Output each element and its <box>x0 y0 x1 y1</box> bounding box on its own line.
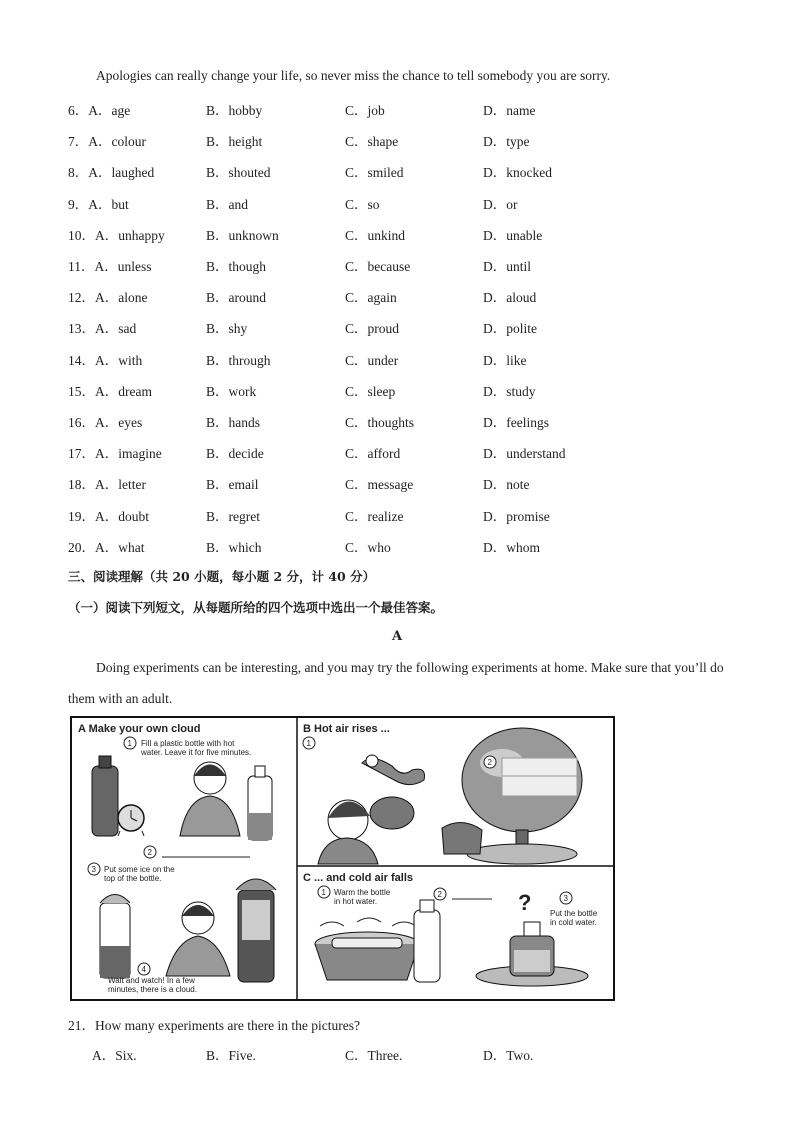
question-row <box>68 286 728 306</box>
option-c[interactable]: C．job <box>345 103 385 118</box>
option-b[interactable]: B．around <box>206 290 266 306</box>
option-b[interactable]: B．shouted <box>206 165 271 181</box>
option-a[interactable]: 7．A．colour <box>68 134 146 150</box>
option-b[interactable]: B．work <box>206 383 257 399</box>
a-step4-text-1: Wait and watch! In a few <box>108 976 195 985</box>
option-a[interactable]: 8．A．laughed <box>68 165 155 181</box>
option-a[interactable]: 19．A．doubt <box>68 508 149 524</box>
q21-option-b[interactable]: B．Five. <box>206 1048 256 1063</box>
question-row <box>68 380 728 400</box>
option-d[interactable]: D．feelings <box>483 415 549 430</box>
option-b[interactable]: B．and <box>206 196 248 212</box>
question-row <box>68 536 728 556</box>
option-d[interactable]: D．aloud <box>483 290 537 306</box>
c-step3-text-2: in cold water. <box>550 918 597 927</box>
option-d[interactable]: D．note <box>483 477 530 493</box>
b-step1-num: 1 <box>306 739 311 748</box>
option-b[interactable]: B．though <box>206 259 267 274</box>
option-b[interactable]: B．height <box>206 134 263 150</box>
c-step3-num: 3 <box>563 894 568 903</box>
question-row <box>68 161 728 181</box>
option-a[interactable]: 12．A．alone <box>68 290 148 306</box>
panel-c-title: C ... and cold air falls <box>303 872 414 884</box>
option-d[interactable]: D．understand <box>483 446 566 462</box>
option-c[interactable]: C．afford <box>345 446 401 462</box>
clock-drawing <box>118 805 144 836</box>
option-c[interactable]: C．again <box>345 290 397 306</box>
question-row <box>68 99 728 119</box>
option-b[interactable]: B．which <box>206 539 262 555</box>
option-d[interactable]: D．whom <box>483 539 540 555</box>
experiment-illustration <box>72 718 613 999</box>
option-c[interactable]: C．shape <box>345 134 399 150</box>
option-a[interactable]: 6．A．age <box>68 103 131 118</box>
option-c[interactable]: C．because <box>345 259 411 274</box>
option-b[interactable]: B．email <box>206 477 259 493</box>
option-b[interactable]: B．hobby <box>206 103 263 118</box>
option-a[interactable]: 13．A．sad <box>68 321 137 337</box>
option-d[interactable]: D．or <box>483 196 518 212</box>
c-step1-num: 1 <box>321 888 326 897</box>
option-d[interactable]: D．study <box>483 383 536 399</box>
option-b[interactable]: B．regret <box>206 508 260 524</box>
q21-option-d[interactable]: D．Two. <box>483 1048 534 1063</box>
question-row <box>68 349 728 369</box>
option-b[interactable]: B．through <box>206 352 271 368</box>
option-c[interactable]: C．thoughts <box>345 415 415 430</box>
option-c[interactable]: C．under <box>345 352 399 368</box>
option-a[interactable]: 11．A．unless <box>68 259 152 274</box>
plastic-bottle-drawing <box>92 756 118 836</box>
a-step3-text-2: top of the bottle. <box>104 874 162 883</box>
option-c[interactable]: C．proud <box>345 321 399 337</box>
option-a[interactable]: 10．A．unhappy <box>68 227 165 243</box>
option-a[interactable]: 20．A．what <box>68 539 145 555</box>
option-b[interactable]: B．shy <box>206 321 248 337</box>
passage-text: Doing experiments can be interesting, and you may try the following experiments at home. Make sure that you’ll do them with an adult. <box>68 660 724 706</box>
b-step2-num: 2 <box>487 758 492 767</box>
option-c[interactable]: C．smiled <box>345 165 404 181</box>
option-c[interactable]: C．message <box>345 477 414 493</box>
option-d[interactable]: D．polite <box>483 321 537 337</box>
heated-balloon-drawing <box>442 728 582 864</box>
option-d[interactable]: D．type <box>483 134 530 150</box>
girl-pouring-drawing <box>180 762 240 836</box>
question-row <box>68 224 728 244</box>
option-a[interactable]: 16．A．eyes <box>68 415 143 430</box>
option-b[interactable]: B．hands <box>206 415 260 430</box>
c-step1-text-1: Warm the bottle <box>334 888 391 897</box>
question-row <box>68 130 728 150</box>
a-step1-text-2: water. Leave it for five minutes. <box>141 748 252 757</box>
balloon-blowing-drawing <box>318 755 425 864</box>
experiment-figure <box>70 716 615 1001</box>
option-d[interactable]: D．name <box>483 103 536 118</box>
a-step1-num: 1 <box>127 739 132 748</box>
panel-b-title: B Hot air rises ... <box>303 723 390 735</box>
c-step3-text-1: Put the bottle <box>550 909 598 918</box>
question-row <box>68 411 728 431</box>
option-d[interactable]: D．until <box>483 259 532 274</box>
option-c[interactable]: C．who <box>345 539 391 555</box>
question-row <box>68 505 728 525</box>
q21-stem: 21．How many experiments are there in the pictures? <box>68 1018 361 1033</box>
question-row <box>68 255 728 275</box>
q21-option-c[interactable]: C．Three. <box>345 1048 403 1063</box>
a-step3-text-1: Put some ice on the <box>104 865 175 874</box>
option-b[interactable]: B．decide <box>206 446 264 462</box>
intro-sentence: Apologies can really change your life, so never miss the chance to tell somebody you are sorry. <box>96 68 611 83</box>
panel-a-title: A Make your own cloud <box>78 723 201 735</box>
a-step4-text-2: minutes, there is a cloud. <box>108 985 197 994</box>
option-d[interactable]: D．promise <box>483 508 550 524</box>
a-step2-num: 2 <box>147 848 152 857</box>
question-row <box>68 317 728 337</box>
option-c[interactable]: C．unkind <box>345 227 406 243</box>
a-step1-text-1: Fill a plastic bottle with hot <box>141 739 235 748</box>
option-a[interactable]: 9．A．but <box>68 196 129 212</box>
section-title: 三、阅读理解（共 20 小题，每小题 2 分，计 40 分） <box>68 569 376 584</box>
passage-label: A <box>392 629 403 644</box>
hot-water-bowl-drawing <box>315 918 419 980</box>
cloud-bottle-drawing <box>236 879 276 982</box>
girl-watching-drawing <box>166 902 230 976</box>
c-step1-text-2: in hot water. <box>334 897 378 906</box>
option-a[interactable]: 15．A．dream <box>68 383 152 399</box>
option-d[interactable]: D．like <box>483 352 527 368</box>
option-c[interactable]: C．so <box>345 196 380 212</box>
warm-bottle-drawing <box>414 900 440 982</box>
a-step3-num: 3 <box>91 865 96 874</box>
half-filled-bottle-drawing <box>248 766 272 840</box>
q21-option-a[interactable]: A．Six. <box>92 1048 137 1063</box>
a-step4-num: 4 <box>141 965 146 974</box>
option-c[interactable]: C．sleep <box>345 383 396 399</box>
option-b[interactable]: B．unknown <box>206 227 279 243</box>
ice-bottle-drawing <box>100 895 130 979</box>
option-a[interactable]: 18．A．letter <box>68 477 146 493</box>
cold-water-bottle-drawing <box>476 922 588 986</box>
question-row <box>68 442 728 462</box>
section-instruction: （一）阅读下列短文，从每题所给的四个选项中选出一个最佳答案。 <box>68 600 444 615</box>
c-step2-num: 2 <box>437 890 442 899</box>
question-row <box>68 193 728 213</box>
option-d[interactable]: D．knocked <box>483 165 552 181</box>
option-a[interactable]: 17．A．imagine <box>68 446 162 462</box>
option-c[interactable]: C．realize <box>345 508 404 524</box>
option-a[interactable]: 14．A．with <box>68 352 143 368</box>
c-question-mark: ? <box>518 890 532 915</box>
q21-options <box>92 1044 692 1064</box>
question-row <box>68 473 728 493</box>
option-d[interactable]: D．unable <box>483 227 543 243</box>
